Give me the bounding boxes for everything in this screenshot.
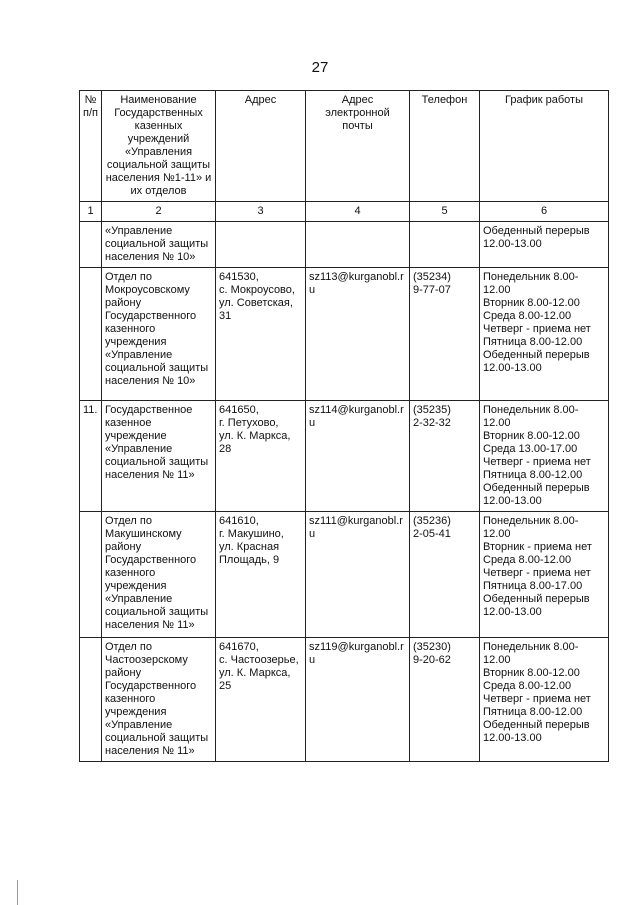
office-name-line: социальной защиты xyxy=(105,732,209,744)
office-address-line: г. Петухово, xyxy=(219,417,279,429)
office-phone-line: 9-20-62 xyxy=(413,654,451,666)
header-name: Наименование Государственных казенных учреждений «Управления социальной защиты населения №1-11» и их отделов xyxy=(102,91,216,202)
office-name-line: населения № 11» xyxy=(105,745,195,757)
office-address xyxy=(216,638,306,762)
office-schedule-line: Четверг - приема нет xyxy=(483,323,591,335)
office-name xyxy=(102,638,216,762)
office-schedule-line: Вторник 8.00-12.00 xyxy=(483,430,580,442)
office-schedule-line: 12.00 xyxy=(483,284,511,296)
office-name-line: Государственного xyxy=(105,680,197,692)
office-name-line: населения № 11» xyxy=(105,619,195,631)
office-address xyxy=(216,401,306,512)
office-name-line: району xyxy=(105,541,142,553)
office-schedule-line: 12.00-13.00 xyxy=(483,732,542,744)
office-name-line: «Управление xyxy=(105,719,173,731)
office-schedule-line: 12.00 xyxy=(483,528,511,540)
header-index: № п/п xyxy=(80,91,102,202)
office-name-line: казенного xyxy=(105,567,156,579)
office-phone-line: 9-77-07 xyxy=(413,284,451,296)
office-schedule-line: Среда 8.00-12.00 xyxy=(483,310,572,322)
office-schedule-line: Среда 8.00-12.00 xyxy=(483,680,572,692)
office-name xyxy=(102,512,216,638)
office-schedule-line: 12.00-13.00 xyxy=(483,495,542,507)
table-row xyxy=(80,401,609,512)
column-number: 1 xyxy=(80,202,102,222)
office-schedule-line: 12.00-13.00 xyxy=(483,362,542,374)
office-address-line: 641670, xyxy=(219,641,259,653)
office-name-line: населения № 11» xyxy=(105,469,195,481)
office-schedule-line: Понедельник 8.00- xyxy=(483,515,579,527)
office-schedule-line: Четверг - приема нет xyxy=(483,693,591,705)
office-address-line: ул. К. Маркса, 25 xyxy=(219,667,291,692)
office-phone xyxy=(410,638,480,762)
office-email: sz111@kurganobl.ru xyxy=(306,512,410,638)
offices-table xyxy=(79,90,609,762)
office-name-line: казенное учреждение xyxy=(105,417,167,442)
office-address-line: 641530, xyxy=(219,271,259,283)
column-number: 5 xyxy=(410,202,480,222)
column-number: 3 xyxy=(216,202,306,222)
office-email: sz113@kurganobl.ru xyxy=(306,268,410,401)
office-name-line: социальной защиты xyxy=(105,238,209,250)
office-schedule-line: Вторник 8.00-12.00 xyxy=(483,297,580,309)
office-address-line: 641610, xyxy=(219,515,259,527)
header-email: Адрес электронной почты xyxy=(306,91,410,202)
office-schedule xyxy=(480,512,609,638)
office-email: sz119@kurganobl.ru xyxy=(306,638,410,762)
office-name-line: социальной защиты xyxy=(105,362,209,374)
scan-edge-mark xyxy=(17,880,18,905)
office-name-line: учреждения xyxy=(105,706,167,718)
office-name-line: Мокроусовскому xyxy=(105,284,190,296)
office-phone-line: (35230) xyxy=(413,641,451,653)
office-name-line: социальной защиты xyxy=(105,456,209,468)
office-schedule xyxy=(480,222,609,268)
office-schedule-line: 12.00 xyxy=(483,654,511,666)
header-address: Адрес xyxy=(216,91,306,202)
office-schedule xyxy=(480,401,609,512)
office-address-line: Площадь, 9 xyxy=(219,554,280,566)
office-schedule-line: Пятница 8.00-12.00 xyxy=(483,706,583,718)
office-name xyxy=(102,401,216,512)
office-schedule-line: Обеденный перерыв xyxy=(483,593,590,605)
office-schedule-line: Обеденный перерыв xyxy=(483,719,590,731)
table-row xyxy=(80,638,609,762)
office-name-line: Макушинскому xyxy=(105,528,182,540)
office-name-line: Государственного xyxy=(105,310,197,322)
office-schedule-line: Понедельник 8.00- xyxy=(483,404,579,416)
row-index xyxy=(80,512,102,638)
office-name-line: Государственного xyxy=(105,554,197,566)
office-phone-line: 2-05-41 xyxy=(413,528,451,540)
office-name-line: «Управление xyxy=(105,349,173,361)
office-address xyxy=(216,222,306,268)
office-address xyxy=(216,512,306,638)
office-schedule-line: Вторник - приема нет xyxy=(483,541,592,553)
office-phone-line: (35235) xyxy=(413,404,451,416)
office-name-line: Отдел по xyxy=(105,641,152,653)
office-address-line: ул. К. Маркса, 28 xyxy=(219,430,291,455)
office-schedule-line: Вторник 8.00-12.00 xyxy=(483,667,580,679)
office-schedule-line: Понедельник 8.00- xyxy=(483,271,579,283)
office-name-line: «Управление xyxy=(105,225,173,237)
column-number: 6 xyxy=(480,202,609,222)
office-name-line: населения № 10» xyxy=(105,251,196,263)
office-name-line: казенного xyxy=(105,693,156,705)
office-address-line: с. Мокроусово, xyxy=(219,284,295,296)
office-name-line: социальной защиты xyxy=(105,606,209,618)
office-name xyxy=(102,268,216,401)
office-schedule-line: Обеденный перерыв xyxy=(483,482,590,494)
row-index: 11. xyxy=(80,401,102,512)
office-schedule-line: Среда 8.00-12.00 xyxy=(483,554,572,566)
office-phone xyxy=(410,401,480,512)
office-phone xyxy=(410,268,480,401)
office-address-line: г. Макушино, xyxy=(219,528,284,540)
office-schedule-line: Пятница 8.00-12.00 xyxy=(483,336,583,348)
office-name-line: учреждения xyxy=(105,336,167,348)
row-index xyxy=(80,638,102,762)
office-address-line: ул. Советская, 31 xyxy=(219,297,293,322)
office-name-line: казенного xyxy=(105,323,156,335)
office-address-line: ул. Красная xyxy=(219,541,280,553)
office-phone xyxy=(410,222,480,268)
office-email: sz114@kurganobl.ru xyxy=(306,401,410,512)
office-schedule-line: 12.00-13.00 xyxy=(483,606,542,618)
office-schedule-line: Среда 13.00-17.00 xyxy=(483,443,578,455)
row-index xyxy=(80,268,102,401)
column-number-row xyxy=(80,202,609,222)
column-number: 2 xyxy=(102,202,216,222)
office-schedule xyxy=(480,638,609,762)
office-schedule-line: Четверг - приема нет xyxy=(483,567,591,579)
column-number: 4 xyxy=(306,202,410,222)
office-phone xyxy=(410,512,480,638)
office-name-line: Отдел по xyxy=(105,271,152,283)
office-email xyxy=(306,222,410,268)
office-name-line: Государственное xyxy=(105,404,193,416)
office-name-line: учреждения xyxy=(105,580,167,592)
table-row xyxy=(80,268,609,401)
table-body xyxy=(80,222,609,762)
office-schedule-line: Четверг - приема нет xyxy=(483,456,591,468)
table-header-row xyxy=(80,91,609,202)
office-name-line: населения № 10» xyxy=(105,375,196,387)
header-schedule: График работы xyxy=(480,91,609,202)
office-address-line: 641650, xyxy=(219,404,259,416)
office-name-line: «Управление xyxy=(105,593,173,605)
office-schedule-line: 12.00-13.00 xyxy=(483,238,542,250)
office-name-line: «Управление xyxy=(105,443,173,455)
header-phone: Телефон xyxy=(410,91,480,202)
office-name-line: району xyxy=(105,667,142,679)
office-schedule-line: Обеденный перерыв xyxy=(483,349,590,361)
table-row xyxy=(80,222,609,268)
office-phone-line: (35236) xyxy=(413,515,451,527)
office-name xyxy=(102,222,216,268)
office-schedule-line: 12.00 xyxy=(483,417,511,429)
office-schedule xyxy=(480,268,609,401)
row-index xyxy=(80,222,102,268)
office-schedule-line: Пятница 8.00-17.00 xyxy=(483,580,583,592)
office-name-line: району xyxy=(105,297,142,309)
office-name-line: Отдел по xyxy=(105,515,152,527)
office-address-line: с. Частоозерье, xyxy=(219,654,299,666)
page-number: 27 xyxy=(311,59,329,76)
office-schedule-line: Понедельник 8.00- xyxy=(483,641,579,653)
office-name-line: Частоозерскому xyxy=(105,654,188,666)
office-phone-line: (35234) xyxy=(413,271,451,283)
table-row xyxy=(80,512,609,638)
office-phone-line: 2-32-32 xyxy=(413,417,451,429)
office-schedule-line: Обеденный перерыв xyxy=(483,225,590,237)
office-address xyxy=(216,268,306,401)
office-schedule-line: Пятница 8.00-12.00 xyxy=(483,469,583,481)
